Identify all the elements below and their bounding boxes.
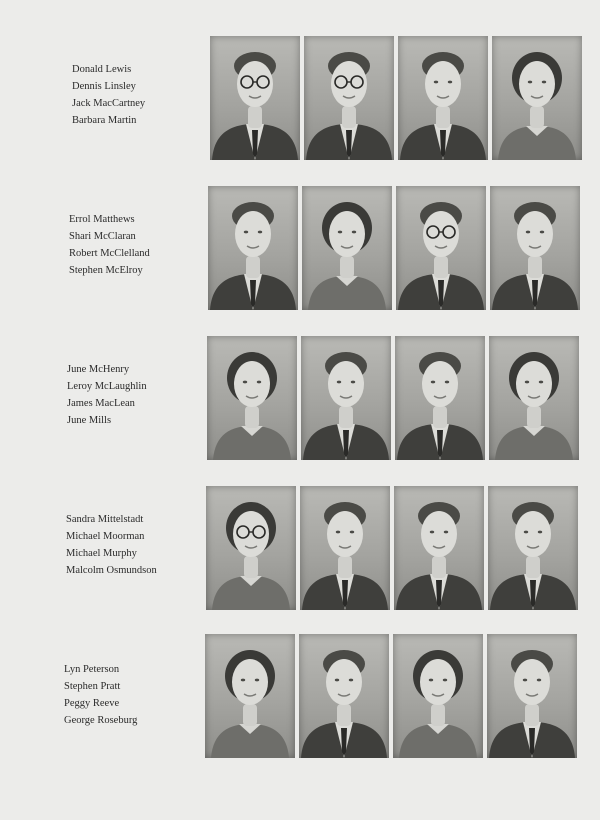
student-name: Jack MacCartney <box>72 98 146 109</box>
student-portrait <box>394 486 484 610</box>
student-name: Michael Moorman <box>66 531 145 542</box>
name-list <box>66 511 206 579</box>
student-name: Errol Matthews <box>69 214 135 225</box>
student-portrait <box>301 336 391 460</box>
student-portrait <box>205 634 295 758</box>
student-name: Dennis Linsley <box>72 81 136 92</box>
student-portrait <box>206 486 296 610</box>
student-name: James MacLean <box>67 398 135 409</box>
portrait-row-3 <box>0 336 600 464</box>
student-name: June McHenry <box>67 364 130 375</box>
student-name: June Mills <box>67 415 112 426</box>
student-name: Donald Lewis <box>72 64 132 75</box>
name-list <box>64 661 204 729</box>
student-portrait <box>395 336 485 460</box>
student-portrait <box>396 186 486 310</box>
student-name: Stephen McElroy <box>69 265 143 276</box>
student-name: Malcolm Osmundson <box>66 565 157 576</box>
student-portrait <box>300 486 390 610</box>
portrait-group <box>206 486 578 610</box>
student-portrait <box>490 186 580 310</box>
student-name: Peggy Reeve <box>64 698 120 709</box>
portrait-group <box>207 336 579 460</box>
student-name: Stephen Pratt <box>64 681 121 692</box>
student-portrait <box>393 634 483 758</box>
portrait-row-2 <box>0 186 600 314</box>
student-portrait <box>398 36 488 160</box>
portrait-row-5 <box>0 634 600 762</box>
student-name: Lyn Peterson <box>64 664 120 675</box>
student-name: George Roseburg <box>64 715 138 726</box>
portrait-group <box>208 186 580 310</box>
student-name: Shari McClaran <box>69 231 136 242</box>
student-portrait <box>299 634 389 758</box>
student-name: Robert McClelland <box>69 248 150 259</box>
student-portrait <box>488 486 578 610</box>
student-portrait <box>487 634 577 758</box>
name-list <box>69 211 209 279</box>
portrait-row-1 <box>0 36 600 164</box>
name-list <box>67 361 207 429</box>
student-name: Leroy McLaughlin <box>67 381 147 392</box>
student-name: Michael Murphy <box>66 548 137 559</box>
student-portrait <box>302 186 392 310</box>
student-name: Barbara Martin <box>72 115 137 126</box>
student-portrait <box>208 186 298 310</box>
name-list <box>72 61 212 129</box>
student-portrait <box>492 36 582 160</box>
portrait-group <box>210 36 582 160</box>
student-portrait <box>489 336 579 460</box>
student-portrait <box>304 36 394 160</box>
portrait-group <box>205 634 577 758</box>
student-portrait <box>207 336 297 460</box>
student-name: Sandra Mittelstadt <box>66 514 144 525</box>
portrait-row-4 <box>0 486 600 614</box>
student-portrait <box>210 36 300 160</box>
